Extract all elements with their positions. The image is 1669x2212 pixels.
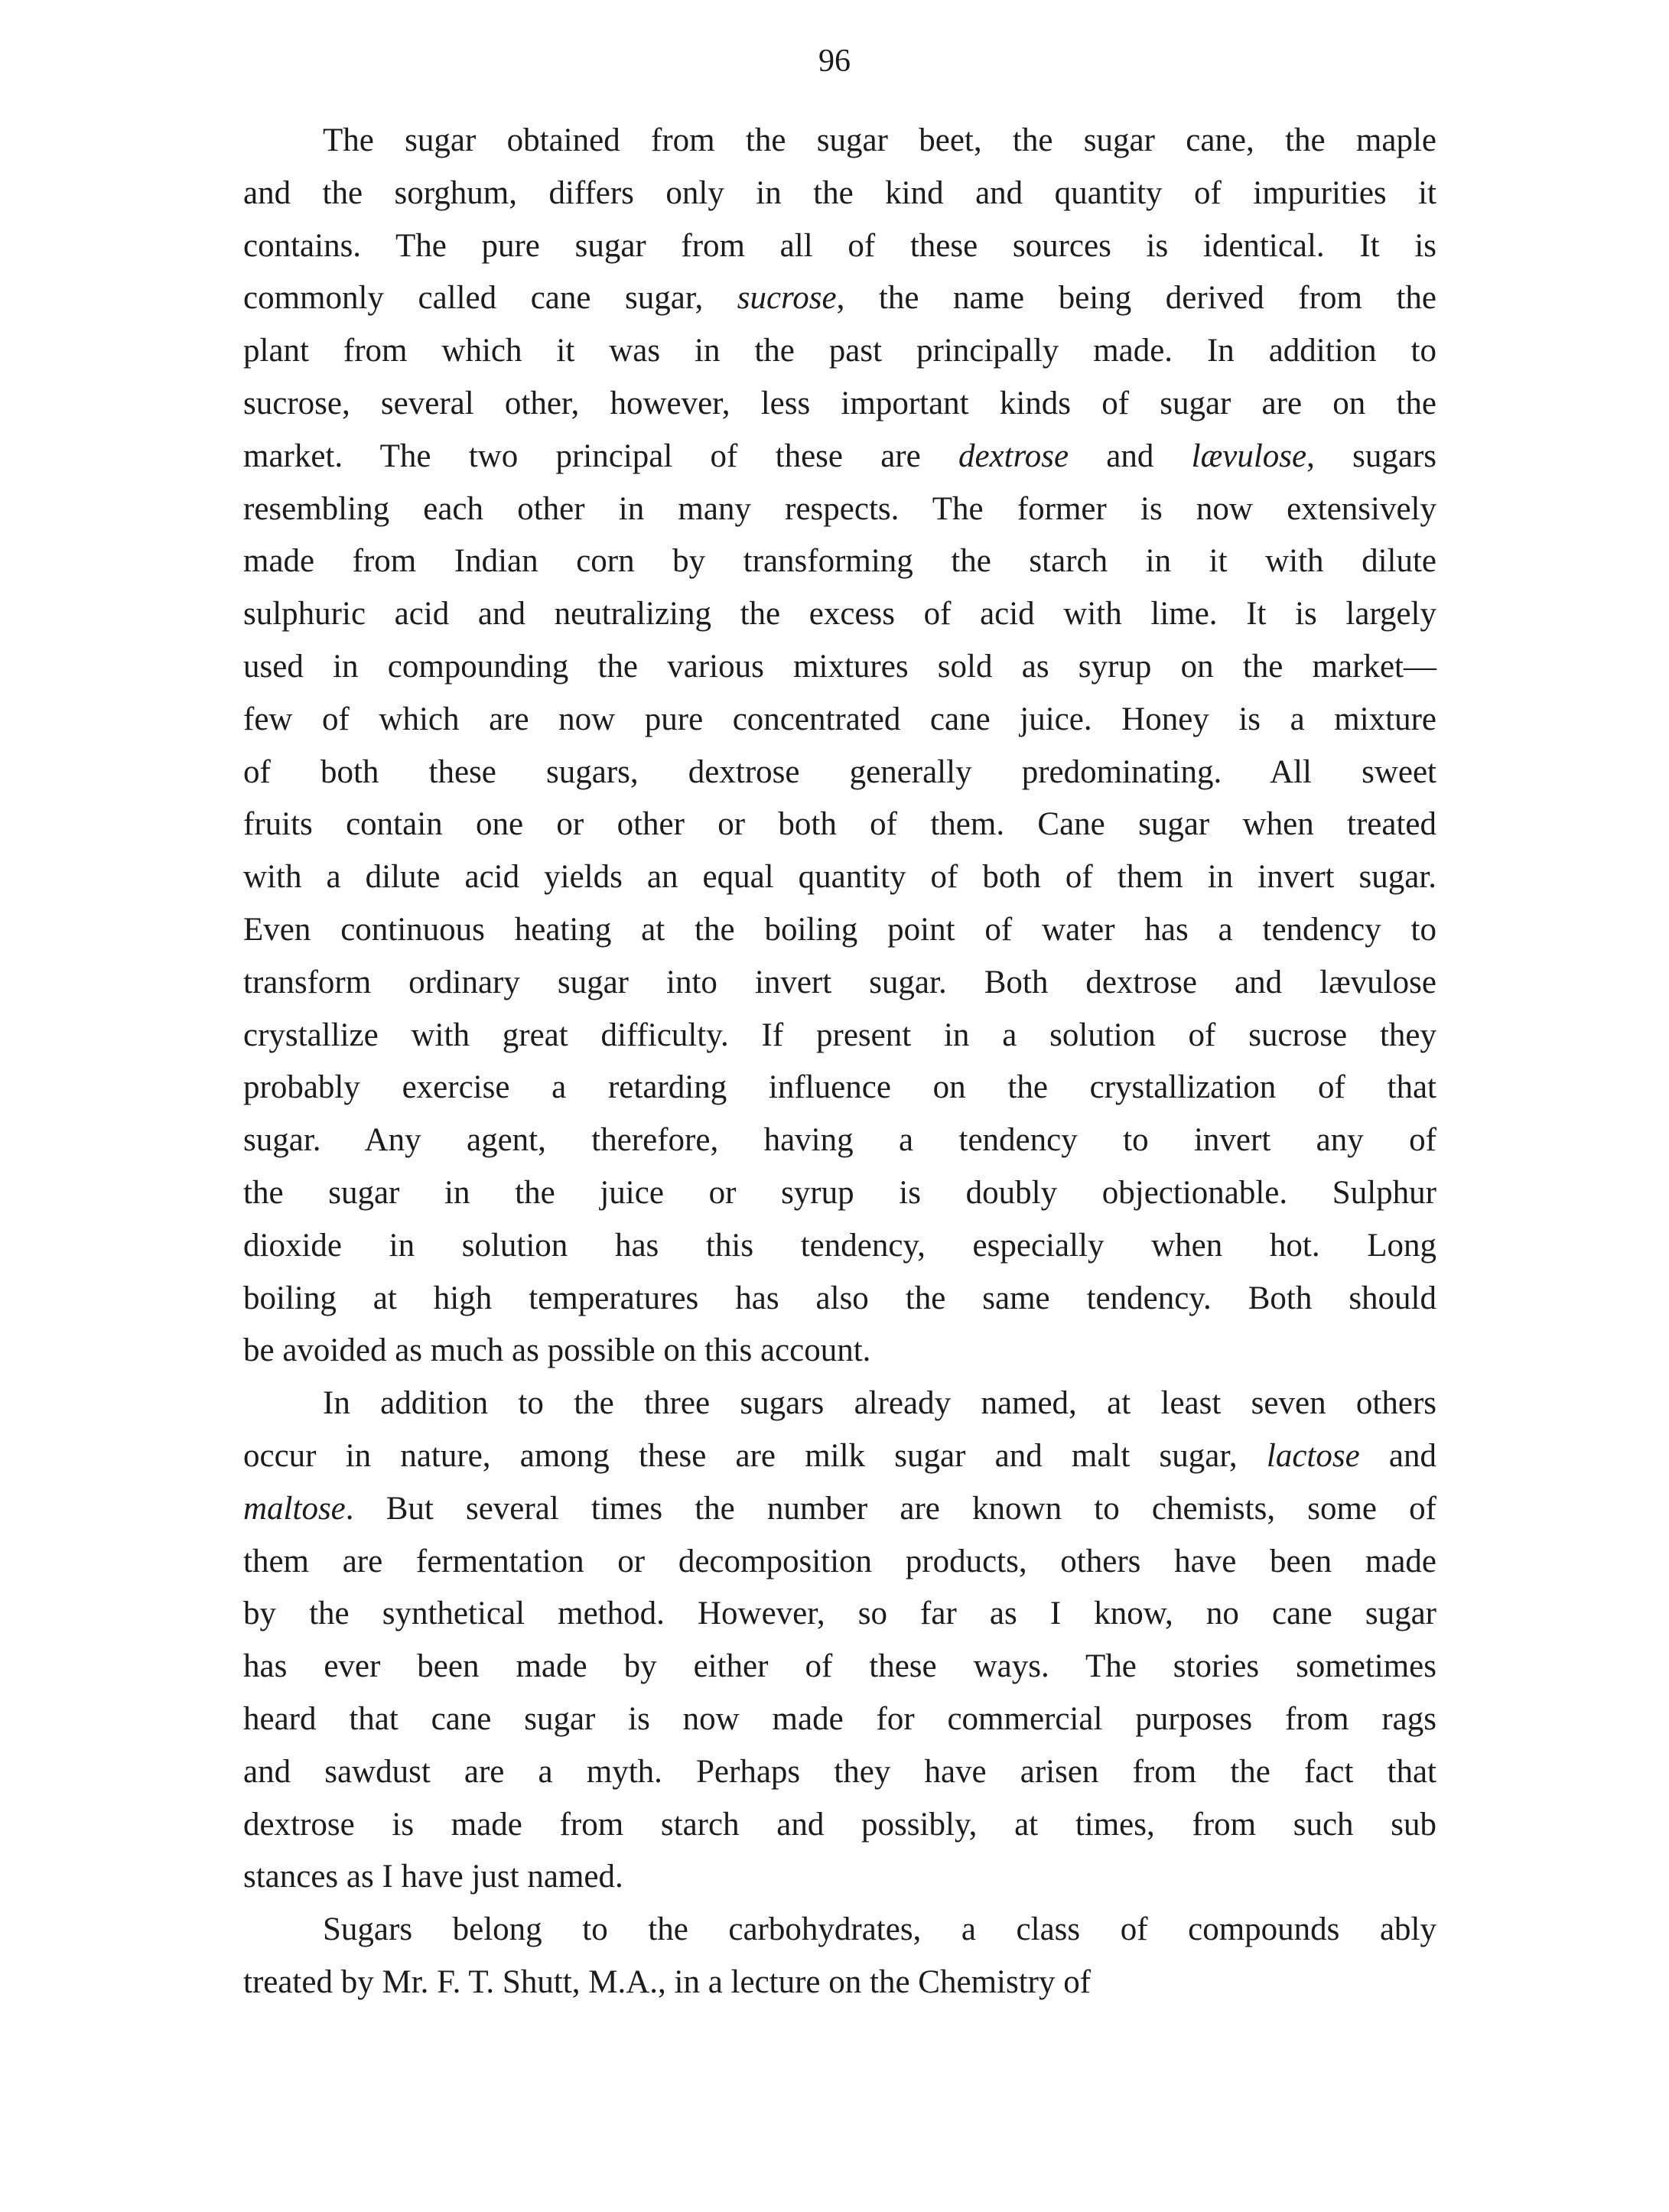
text-run: made from Indian corn by transforming the starch in it with dilute	[243, 543, 1436, 580]
text-line	[243, 272, 1436, 325]
text-run: be avoided as much as possible on this account.	[243, 1332, 871, 1369]
text-run: by the synthetical method. However, so far as I know, no cane sugar	[243, 1596, 1436, 1632]
text-run: and	[1359, 1437, 1436, 1474]
text-line	[243, 1851, 1436, 1904]
text-line	[243, 694, 1436, 747]
text-run: The sugar obtained from the sugar beet, the sugar cane, the maple	[323, 122, 1436, 158]
text-run: sulphuric acid and neutralizing the excess of acid with lime. It is largely	[243, 596, 1436, 633]
text-run: occur in nature, among these are milk sugar and malt sugar,	[243, 1437, 1267, 1474]
text-run: dioxide in solution has this tendency, especially when hot. Long	[243, 1227, 1436, 1264]
text-line	[243, 1904, 1436, 1957]
italic-term: lactose	[1266, 1437, 1360, 1474]
text-line	[243, 1010, 1436, 1062]
text-line	[243, 483, 1436, 536]
text-run: In addition to the three sugars already named, at least seven others	[323, 1385, 1436, 1422]
text-line	[243, 1273, 1436, 1326]
text-run: , sugars	[1306, 438, 1436, 474]
text-run: Even continuous heating at the boiling point of water has a tendency to	[243, 911, 1436, 948]
italic-term: dextrose	[958, 438, 1069, 474]
text-run: commonly called cane sugar,	[243, 280, 737, 317]
text-line	[243, 957, 1436, 1010]
text-run: plant from which it was in the past principally made. In addition to	[243, 333, 1436, 369]
text-line	[243, 1536, 1436, 1589]
text-line	[243, 1588, 1436, 1641]
text-run: dextrose is made from starch and possibly, at times, from such sub	[243, 1806, 1436, 1843]
text-line	[243, 747, 1436, 799]
text-run: heard that cane sugar is now made for commercial purposes from rags	[243, 1700, 1436, 1737]
text-run: crystallize with great difficulty. If present in a solution of sucrose they	[243, 1017, 1436, 1053]
text-line	[243, 220, 1436, 273]
text-line	[243, 799, 1436, 851]
text-line	[243, 904, 1436, 957]
text-line	[243, 1957, 1436, 2009]
page-number: 96	[818, 44, 851, 79]
text-run: contains. The pure sugar from all of these sources is identical. It is	[243, 227, 1436, 264]
text-line	[243, 588, 1436, 641]
text-line	[243, 1167, 1436, 1220]
text-line	[243, 1746, 1436, 1799]
text-run: market. The two principal of these are	[243, 438, 958, 474]
text-line	[243, 115, 1436, 168]
text-run: . But several times the number are known to chemists, some of	[345, 1490, 1436, 1527]
text-run: and sawdust are a myth. Perhaps they have arisen from the fact that	[243, 1753, 1436, 1790]
text-run: few of which are now pure concentrated cane juice. Honey is a mixture	[243, 701, 1436, 737]
text-run: has ever been made by either of these ways. The stories sometimes	[243, 1648, 1436, 1685]
text-line	[243, 1483, 1436, 1536]
text-line	[243, 1430, 1436, 1483]
text-line	[243, 168, 1436, 220]
text-run: sucrose, several other, however, less important kinds of sugar are on the	[243, 385, 1436, 421]
text-run: boiling at high temperatures has also the same tendency. Both should	[243, 1280, 1436, 1316]
text-line	[243, 641, 1436, 694]
text-run: sugar. Any agent, therefore, having a tendency to invert any of	[243, 1122, 1436, 1159]
text-run: probably exercise a retarding influence on the crystallization of that	[243, 1069, 1436, 1106]
text-run: stances as I have just named.	[243, 1859, 623, 1895]
text-run: transform ordinary sugar into invert sugar. Both dextrose and lævulose	[243, 964, 1436, 1000]
text-line	[243, 1062, 1436, 1114]
italic-term: lævulose	[1191, 438, 1307, 474]
text-line	[243, 535, 1436, 588]
text-line	[243, 431, 1436, 483]
text-line	[243, 325, 1436, 378]
text-run: used in compounding the various mixtures sold as syrup on the market—	[243, 648, 1436, 685]
text-line	[243, 1799, 1436, 1852]
text-line	[243, 851, 1436, 904]
body-text	[243, 115, 1436, 2009]
text-line	[243, 1641, 1436, 1693]
text-line	[243, 1693, 1436, 1746]
italic-term: sucrose	[737, 280, 837, 317]
text-line	[243, 1325, 1436, 1378]
text-run: and the sorghum, differs only in the kind and quantity of impurities it	[243, 174, 1436, 211]
text-run: treated by Mr. F. T. Shutt, M.A., in a lecture on the Chemistry of	[243, 1963, 1092, 2000]
text-run: , the name being derived from the	[836, 280, 1436, 317]
text-run: the sugar in the juice or syrup is doubly objectionable. Sulphur	[243, 1174, 1436, 1211]
text-line	[243, 1114, 1436, 1167]
text-line	[243, 1378, 1436, 1430]
text-run: of both these sugars, dextrose generally predominating. All sweet	[243, 753, 1436, 790]
text-run: fruits contain one or other or both of them. Cane sugar when treated	[243, 806, 1436, 843]
italic-term: maltose	[243, 1490, 346, 1527]
text-run: with a dilute acid yields an equal quantity of both of them in invert sugar.	[243, 859, 1436, 896]
text-line	[243, 1220, 1436, 1273]
text-run: and	[1069, 438, 1192, 474]
text-run: them are fermentation or decomposition products, others have been made	[243, 1543, 1436, 1579]
text-run: resembling each other in many respects. The former is now extensively	[243, 490, 1436, 527]
text-line	[243, 378, 1436, 431]
text-run: Sugars belong to the carbohydrates, a class of compounds ably	[323, 1911, 1436, 1948]
